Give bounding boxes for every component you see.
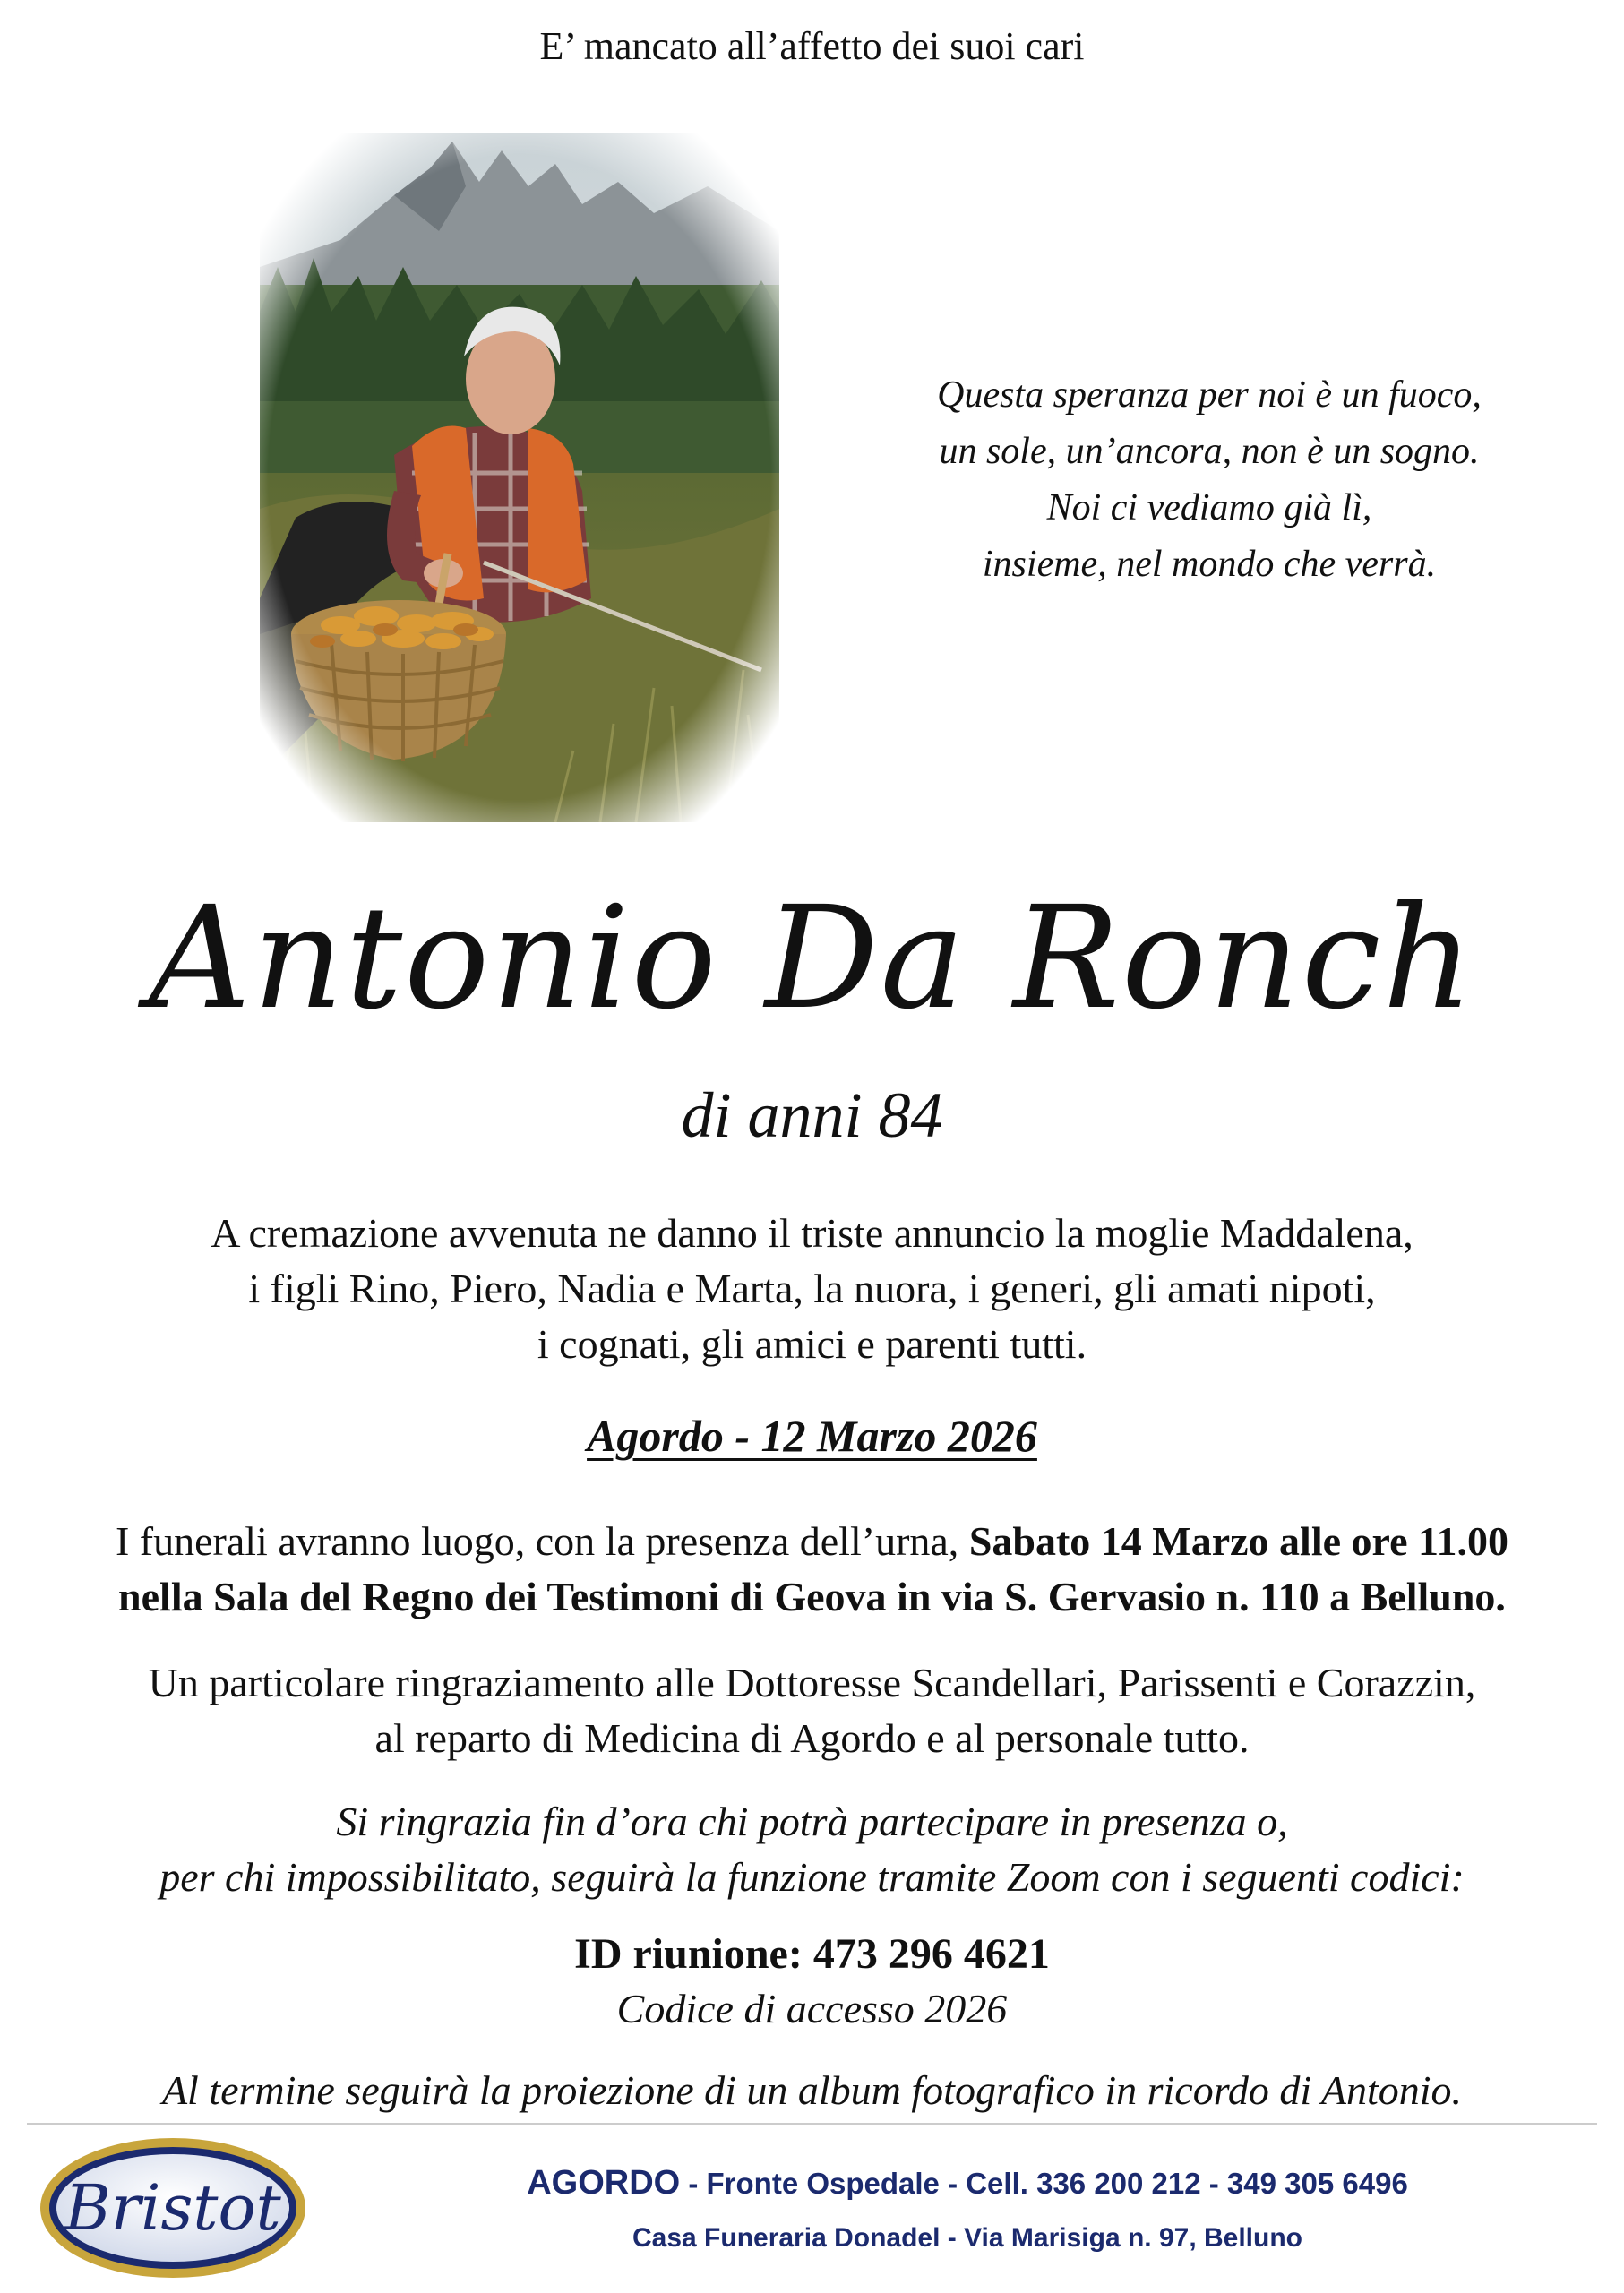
verse-line: Questa speranza per noi è un fuoco,	[937, 374, 1482, 416]
verse-line: insieme, nel mondo che verrà.	[982, 544, 1437, 585]
intro-text: E’ mancato all’affetto dei suoi cari	[539, 24, 1085, 68]
footer-contact: - Fronte Ospedale - Cell. 336 200 212 - 349 305 6496	[680, 2167, 1408, 2200]
verse-line: un sole, un’ancora, non è un sogno.	[939, 431, 1480, 472]
funeral-line-1	[0, 1514, 1624, 1569]
thanks-line: Un particolare ringraziamento alle Dottoresse Scandellari, Parissenti e Corazzin,	[148, 1660, 1476, 1705]
announcement	[0, 1206, 1624, 1372]
footer-contact-line	[349, 2160, 1585, 2206]
funeral-date-time: Sabato 14 Marzo alle ore 11.00	[968, 1518, 1508, 1564]
announcement-line: A cremazione avvenuta ne danno il triste annuncio la moglie Maddalena,	[211, 1210, 1413, 1256]
funeral-line-2	[0, 1569, 1624, 1625]
announcement-line: i figli Rino, Piero, Nadia e Marta, la nuora, i generi, gli amati nipoti,	[248, 1266, 1376, 1311]
zoom-note-line: per chi impossibilitato, seguirà la funzione tramite Zoom con i seguenti codici:	[159, 1854, 1465, 1900]
verse	[860, 367, 1559, 593]
portrait-photo	[260, 133, 779, 822]
footer-address-line: Casa Funeraria Donadel - Via Marisiga n. 97, Belluno	[632, 2223, 1302, 2253]
zoom-note	[0, 1794, 1624, 1905]
verse-line: Noi ci vediamo già lì,	[1046, 487, 1372, 528]
deceased-age: di anni 84	[681, 1079, 943, 1151]
place-date	[0, 1404, 1624, 1467]
thanks-line: al reparto di Medicina di Agordo e al personale tutto.	[374, 1715, 1250, 1761]
place-date-text: Agordo - 12 Marzo 2026	[587, 1411, 1037, 1461]
funeral-intro: I funerali avranno luogo, con la presenza dell’urna,	[115, 1518, 969, 1564]
thanks	[0, 1655, 1624, 1766]
funeral-location: nella Sala del Regno dei Testimoni di Geova in via S. Gervasio n. 110 a Belluno.	[118, 1574, 1506, 1619]
funeral-details	[0, 1514, 1624, 1625]
announcement-line: i cognati, gli amici e parenti tutti.	[537, 1321, 1087, 1367]
bristot-logo-text: Bristot	[64, 2171, 281, 2245]
zoom-note-line: Si ringrazia fin d’ora chi potrà partecipare in presenza o,	[336, 1799, 1288, 1844]
album-note: Al termine seguirà la proiezione di un album fotografico in ricordo di Antonio.	[161, 2067, 1463, 2113]
access-code: Codice di accesso 2026	[616, 1986, 1008, 2031]
deceased-name: Antonio Da Ronch	[148, 876, 1476, 1041]
footer-divider	[27, 2123, 1597, 2125]
meeting-id: ID riunione: 473 296 4621	[574, 1930, 1050, 1978]
footer-city: AGORDO	[527, 2164, 681, 2202]
